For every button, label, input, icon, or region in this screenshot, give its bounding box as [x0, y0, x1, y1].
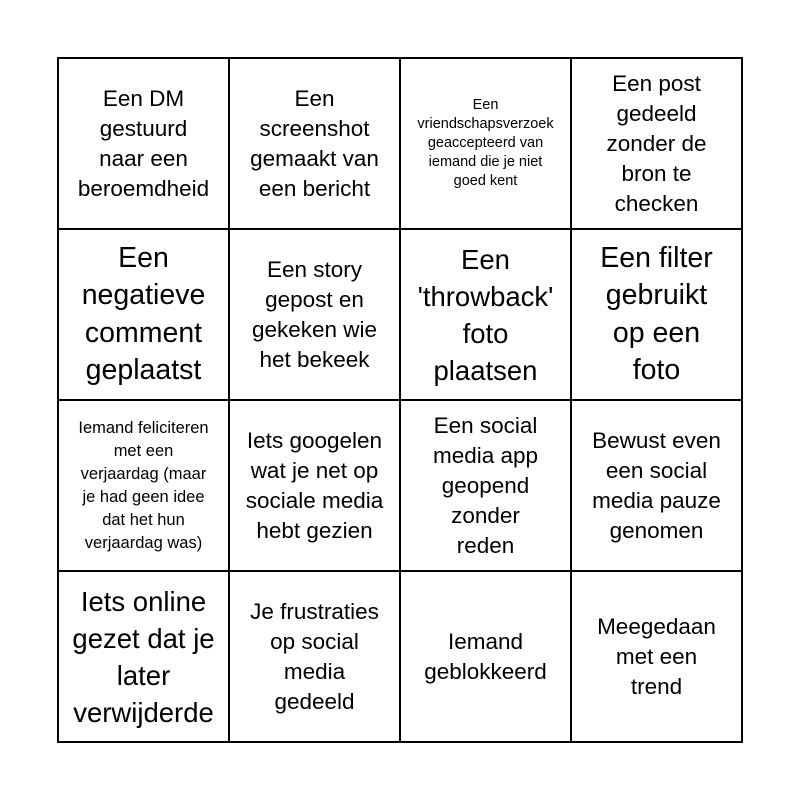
bingo-card [57, 57, 743, 743]
bingo-cell-text: Een 'throwback' foto plaatsen [417, 243, 554, 386]
bingo-cell[interactable] [230, 230, 401, 401]
bingo-cell[interactable] [401, 401, 572, 572]
bingo-cell-text: Bewust even een social media pauze genomen [592, 427, 721, 543]
bingo-cell[interactable] [572, 59, 743, 230]
bingo-cell[interactable] [572, 572, 743, 743]
bingo-cell-text: Een post gedeeld zonder de bron te checken [606, 70, 707, 216]
bingo-cell-text: Een filter gebruikt op een foto [600, 241, 713, 386]
bingo-cell-text: Je frustraties op social media gedeeld [250, 598, 379, 714]
bingo-cell[interactable] [401, 230, 572, 401]
bingo-cell[interactable] [401, 59, 572, 230]
bingo-cell-text: Een negatieve comment geplaatst [81, 241, 206, 386]
bingo-cell[interactable] [59, 572, 230, 743]
bingo-cell[interactable] [572, 230, 743, 401]
bingo-cell-text: Iets googelen wat je net op sociale media hebt gezien [245, 427, 384, 543]
bingo-cell[interactable] [59, 230, 230, 401]
bingo-cell-text: Een social media app geopend zonder reden [432, 412, 539, 558]
bingo-cell-text: Een story gepost en gekeken wie het bekeek [251, 256, 378, 372]
bingo-cell[interactable] [59, 401, 230, 572]
bingo-cell[interactable] [59, 59, 230, 230]
bingo-cell-text: Een vriendschapsverzoek geaccepteerd van iemand die je niet goed kent [417, 97, 554, 189]
bingo-cell-text: Een DM gestuurd naar een beroemdheid [77, 85, 210, 201]
bingo-cell[interactable] [401, 572, 572, 743]
bingo-cell-text: Iemand feliciteren met een verjaardag (maar je had geen idee dat het hun verjaardag was) [78, 418, 209, 552]
bingo-cell[interactable] [230, 401, 401, 572]
bingo-cell-text: Iemand geblokkeerd [424, 628, 547, 684]
bingo-cell[interactable] [230, 59, 401, 230]
bingo-cell[interactable] [572, 401, 743, 572]
bingo-cell[interactable] [230, 572, 401, 743]
bingo-cell-text: Meegedaan met een trend [597, 613, 716, 699]
bingo-cell-text: Iets online gezet dat je later verwijderde [72, 585, 215, 728]
bingo-cell-text: Een screenshot gemaakt van een bericht [250, 85, 379, 201]
